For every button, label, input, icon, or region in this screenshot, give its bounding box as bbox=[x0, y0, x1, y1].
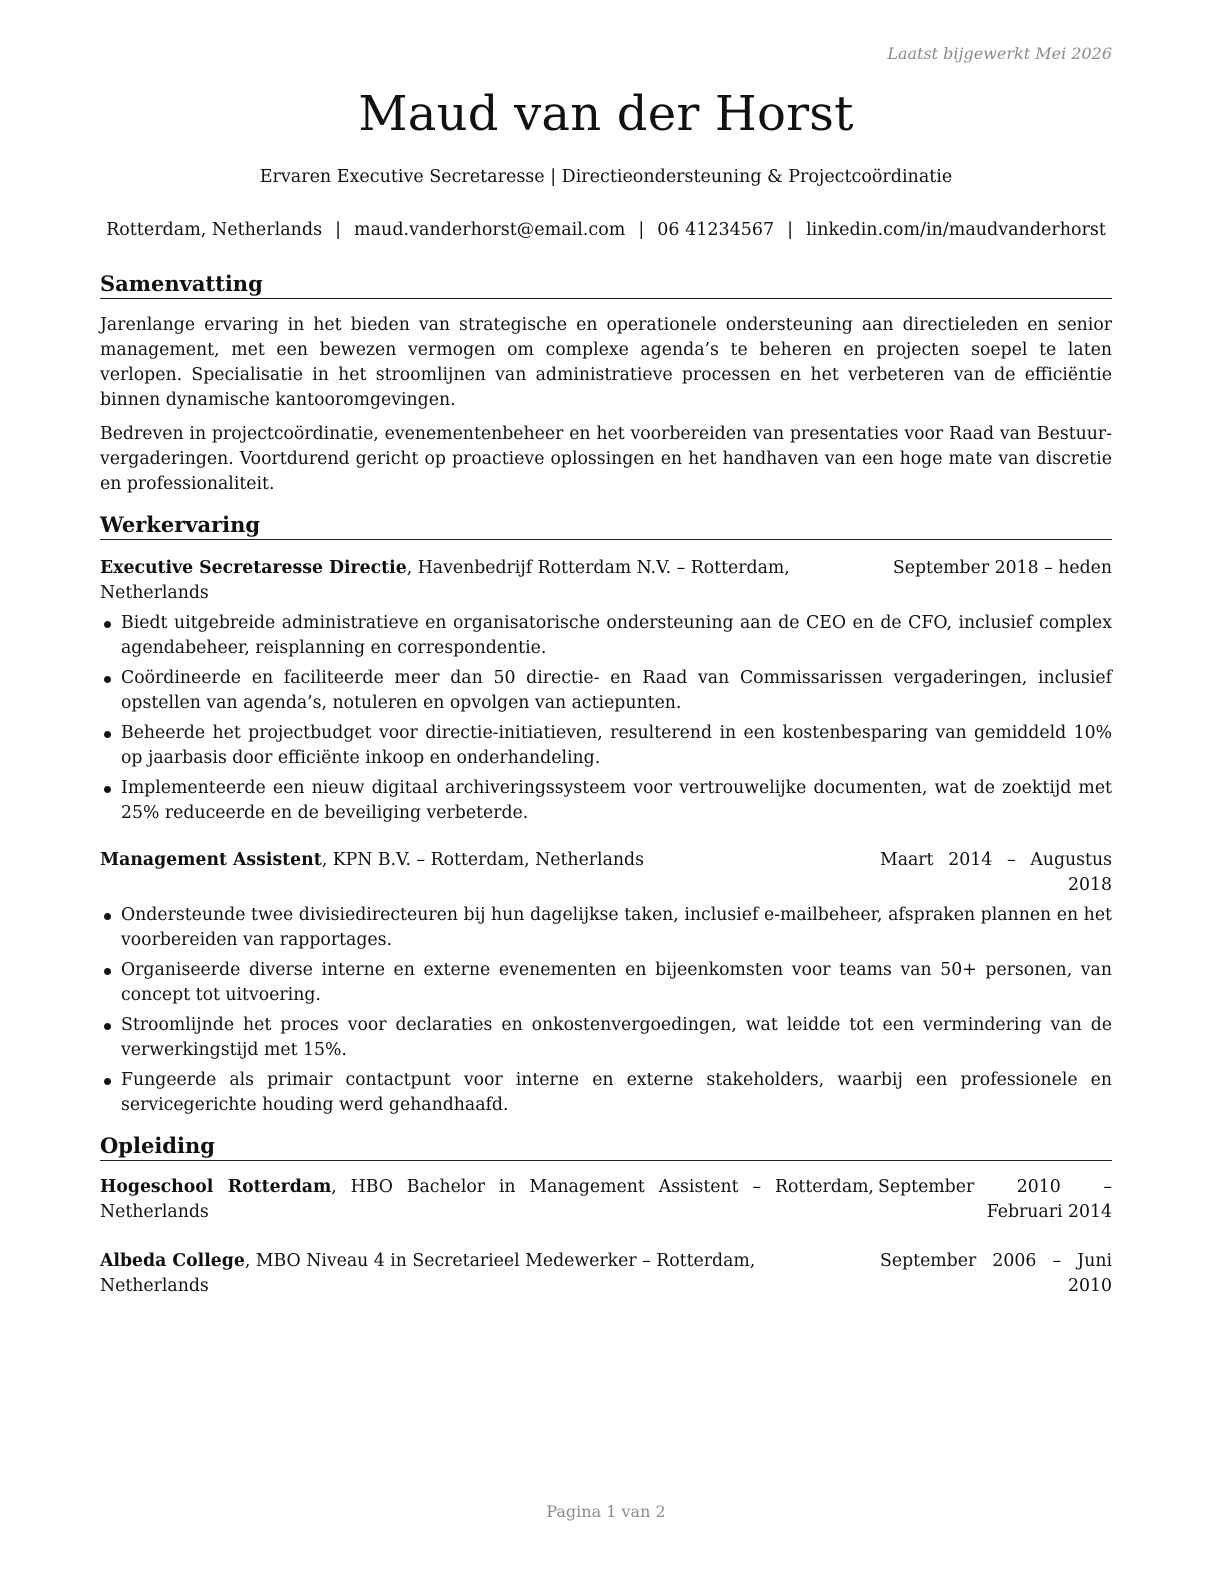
contact-location: Rotterdam, Netherlands bbox=[106, 220, 323, 240]
job-bullet: Coördineerde en faciliteerde meer dan 50 directie- en Raad van Commissarissen vergaderingen, inclusief opstellen van agenda’s, notuleren en opvolgen van actiepunten. bbox=[100, 666, 1112, 716]
contact-separator: | bbox=[335, 220, 342, 240]
job-bullet: Ondersteunde twee divisiedirecteuren bij hun dagelijkse taken, inclusief e-mailbeheer, afspraken plannen en het voorbereiden van rapportages. bbox=[100, 903, 1112, 953]
education-section bbox=[100, 1132, 1112, 1299]
job-bullets bbox=[100, 611, 1112, 826]
job-bullet: Organiseerde diverse interne en externe evenementen en bijeenkomsten voor teams van 50+ personen, van concept tot uitvoering. bbox=[100, 958, 1112, 1008]
contact-phone[interactable]: 06 41234567 bbox=[657, 220, 775, 240]
job-bullet: Stroomlijnde het proces voor declaraties en onkostenvergoedingen, wat leidde tot een vermindering van de verwerkingstijd met 15%. bbox=[100, 1013, 1112, 1063]
education-school: Hogeschool Rotterdam bbox=[100, 1177, 332, 1197]
education-title-line bbox=[100, 1249, 864, 1299]
summary-section bbox=[100, 270, 1112, 497]
education-header bbox=[100, 1175, 1112, 1225]
contact-separator: | bbox=[638, 220, 645, 240]
contact-separator: | bbox=[787, 220, 794, 240]
education-entry bbox=[100, 1249, 1112, 1299]
section-title-experience: Werkervaring bbox=[100, 511, 1112, 540]
summary-text bbox=[100, 313, 1112, 497]
job-entry bbox=[100, 848, 1112, 1118]
education-details: , MBO Niveau 4 in Secretarieel Medewerker – Rotterdam, Netherlands bbox=[100, 1251, 756, 1296]
education-entry bbox=[100, 1175, 1112, 1225]
candidate-subtitle: Ervaren Executive Secretaresse | Directieondersteuning & Projectcoördinatie bbox=[259, 167, 953, 187]
page-number: Pagina 1 van 2 bbox=[546, 1502, 666, 1521]
resume-content bbox=[100, 270, 1112, 1299]
education-period: September 2010 – Februari 2014 bbox=[878, 1177, 1112, 1222]
job-bullet: Implementeerde een nieuw digitaal archiveringssysteem voor vertrouwelijke documenten, wat de zoektijd met 25% reduceerde en de beveiliging verbeterde. bbox=[100, 776, 1112, 826]
education-school: Albeda College bbox=[100, 1251, 245, 1271]
job-header bbox=[100, 556, 1112, 606]
experience-section bbox=[100, 511, 1112, 1118]
candidate-name: Maud van der Horst bbox=[358, 86, 854, 142]
section-title-education: Opleiding bbox=[100, 1132, 1112, 1161]
job-title-line bbox=[100, 848, 864, 898]
last-updated-note: Laatst bijgewerkt Mei 2026 bbox=[887, 44, 1112, 63]
contact-email[interactable]: maud.vanderhorst@email.com bbox=[354, 220, 626, 240]
job-role: Management Assistent bbox=[100, 850, 322, 870]
education-header bbox=[100, 1249, 1112, 1299]
job-employer: , KPN B.V. – Rotterdam, Netherlands bbox=[321, 850, 644, 870]
job-period: September 2018 – heden bbox=[892, 558, 1112, 578]
job-bullet: Beheerde het projectbudget voor directie-initiatieven, resulterend in een kostenbesparing van gemiddeld 10% op jaarbasis door efficiënte inkoop en onderhandeling. bbox=[100, 721, 1112, 771]
education-title-line bbox=[100, 1175, 874, 1225]
summary-paragraph: Bedreven in projectcoördinatie, evenementenbeheer en het voorbereiden van presentaties voor Raad van Bestuur-vergaderingen. Voortdurend gericht op proactieve oplossingen en het handhaven van een hoge mate van discretie en professionaliteit. bbox=[100, 424, 1112, 494]
job-bullet: Biedt uitgebreide administratieve en organisatorische ondersteuning aan de CEO en de CFO, inclusief complex agendabeheer, reisplanning en correspondentie. bbox=[100, 611, 1112, 661]
job-entry bbox=[100, 556, 1112, 826]
job-title-line bbox=[100, 556, 877, 606]
contact-linkedin[interactable]: linkedin.com/in/maudvanderhorst bbox=[806, 220, 1106, 240]
contact-line bbox=[100, 220, 1112, 240]
job-period: Maart 2014 – Augustus 2018 bbox=[880, 850, 1112, 895]
job-role: Executive Secretaresse Directie bbox=[100, 558, 407, 578]
resume-page bbox=[100, 0, 1112, 1584]
education-period: September 2006 – Juni 2010 bbox=[880, 1251, 1112, 1296]
job-bullets bbox=[100, 903, 1112, 1118]
education-details: , HBO Bachelor in Management Assistent – Rotterdam, Netherlands bbox=[100, 1177, 874, 1222]
job-header bbox=[100, 848, 1112, 898]
job-employer: , Havenbedrijf Rotterdam N.V. – Rotterdam, Netherlands bbox=[100, 558, 790, 603]
section-title-summary: Samenvatting bbox=[100, 270, 1112, 299]
summary-paragraph: Jarenlange ervaring in het bieden van strategische en operationele ondersteuning aan directieleden en senior management, met een bewezen vermogen om complexe agenda’s te beheren en projecten soepel te laten verlopen. Specialisatie in het stroomlijnen van administratieve processen en het verbeteren van de efficiëntie binnen dynamische kantooromgevingen. bbox=[100, 315, 1112, 410]
job-bullet: Fungeerde als primair contactpunt voor interne en externe stakeholders, waarbij een professionele en servicegerichte houding werd gehandhaafd. bbox=[100, 1068, 1112, 1118]
